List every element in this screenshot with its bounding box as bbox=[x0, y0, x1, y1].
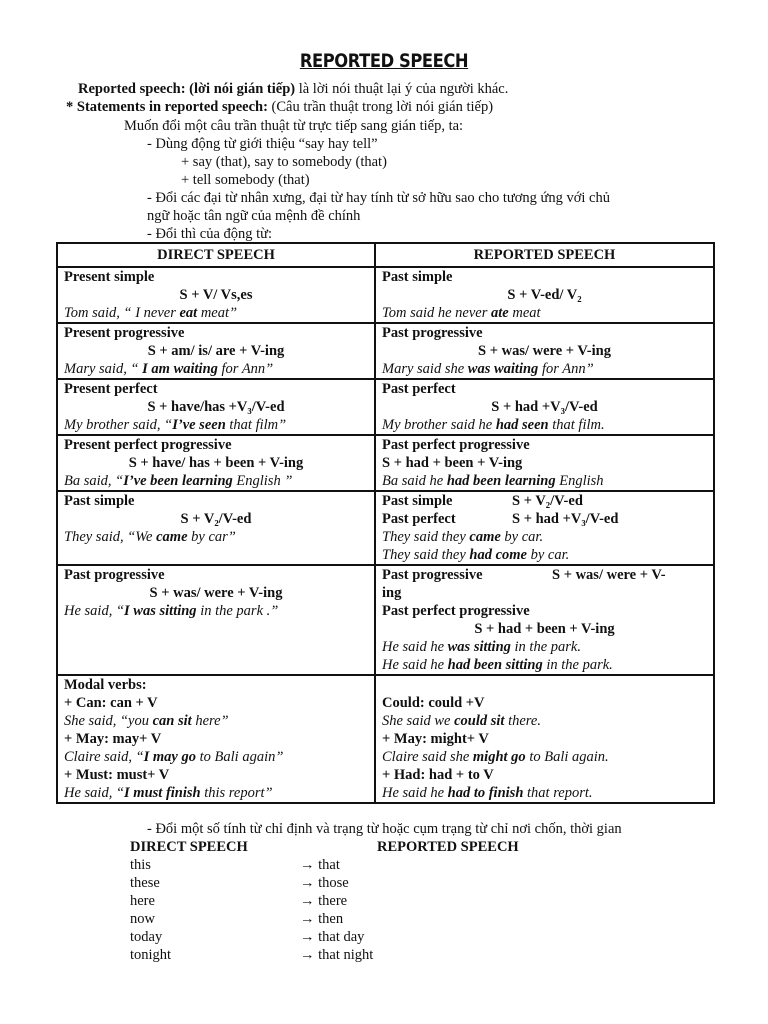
example: Claire said she might go to Bali again. bbox=[382, 749, 609, 765]
direct-cell bbox=[57, 379, 375, 435]
example: My brother said he had seen that film. bbox=[382, 417, 605, 433]
adverb-reported: → that night bbox=[300, 947, 374, 963]
tense-formula: S + had + been + V-ing bbox=[474, 621, 615, 637]
adverb-direct: today bbox=[130, 929, 163, 945]
example: Ba said he had been learning English bbox=[382, 473, 604, 489]
example: They said they came by car. bbox=[382, 529, 544, 545]
tense-formula: S + V₂/V-ed bbox=[180, 511, 252, 527]
tense-label: Past progressive bbox=[64, 567, 165, 583]
table-header-row bbox=[57, 243, 714, 267]
adverbs-header-reported: REPORTED SPEECH bbox=[377, 839, 519, 855]
table-row bbox=[57, 379, 714, 435]
modal-may: + May: may+ V bbox=[64, 731, 162, 747]
step-1b: + tell somebody (that) bbox=[181, 172, 310, 188]
modal-can: + Can: can + V bbox=[64, 695, 158, 711]
example: Tom said, “ I never eat meat” bbox=[64, 305, 238, 321]
step-1a: + say (that), say to somebody (that) bbox=[181, 154, 387, 170]
table-row bbox=[57, 491, 714, 565]
tense-label: Present progressive bbox=[64, 325, 185, 341]
reported-cell bbox=[375, 491, 714, 565]
adverb-direct: these bbox=[130, 875, 160, 891]
adverb-reported: → that bbox=[300, 857, 340, 873]
example: She said we could sit there. bbox=[382, 713, 541, 729]
example: Ba said, “I’ve been learning English ” bbox=[64, 473, 293, 489]
example: He said he was sitting in the park. bbox=[382, 639, 581, 655]
example: He said, “I must finish this report” bbox=[64, 785, 273, 801]
example: He said he had to finish that report. bbox=[382, 785, 593, 801]
header-reported: REPORTED SPEECH bbox=[375, 243, 714, 267]
intro-term: Reported speech bbox=[78, 81, 181, 97]
statements-lead: Muốn đổi một câu trần thuật từ trực tiếp sang gián tiếp, ta: bbox=[124, 118, 464, 134]
tense-formula-wrap: ing bbox=[382, 585, 402, 601]
example: They said, “We came by car” bbox=[64, 529, 236, 545]
tense-label: Modal verbs: bbox=[64, 677, 147, 693]
adverb-direct: here bbox=[130, 893, 155, 909]
modal-could: Could: could +V bbox=[382, 695, 485, 711]
tense-formula: S + had + been + V-ing bbox=[382, 455, 523, 471]
tense-line bbox=[382, 566, 707, 584]
adverb-direct: this bbox=[130, 857, 151, 873]
intro-line bbox=[78, 80, 508, 98]
table-row bbox=[57, 565, 714, 675]
direct-cell bbox=[57, 675, 375, 803]
example: Tom said he never ate meat bbox=[382, 305, 541, 321]
reported-cell bbox=[375, 267, 714, 323]
tense-line bbox=[382, 492, 707, 510]
adverb-reported: → then bbox=[300, 911, 344, 927]
direct-cell bbox=[57, 491, 375, 565]
table-row bbox=[57, 435, 714, 491]
reported-cell bbox=[375, 323, 714, 379]
reported-cell bbox=[375, 565, 714, 675]
intro-term-vi: (lời nói gián tiếp) bbox=[189, 81, 296, 97]
table-row bbox=[57, 675, 714, 803]
tense-label: Present perfect progressive bbox=[64, 437, 232, 453]
tense-formula: S + had +V₃/V-ed bbox=[512, 511, 619, 527]
step-2a: - Đổi các đại từ nhân xưng, đại từ hay tính từ sở hữu sao cho tương ứng với chủ bbox=[147, 190, 610, 206]
step-1: - Dùng động từ giới thiệu “say hay tell” bbox=[147, 136, 378, 152]
adverb-direct: now bbox=[130, 911, 155, 927]
example: She said, “you can sit here” bbox=[64, 713, 229, 729]
modal-might: + May: might+ V bbox=[382, 731, 489, 747]
step-3: - Đổi thì của động từ: bbox=[147, 226, 273, 242]
intro-definition: là lời nói thuật lại ý của người khác. bbox=[295, 81, 509, 97]
tense-formula: S + was/ were + V-ing bbox=[149, 585, 283, 601]
modal-must: + Must: must+ V bbox=[64, 767, 170, 783]
tense-label: Past perfect bbox=[382, 511, 456, 527]
tense-formula: S + was/ were + V- bbox=[552, 567, 666, 583]
tense-label: Past simple bbox=[382, 269, 453, 285]
adverbs-intro: - Đổi một số tính từ chỉ định và trạng từ hoặc cụm trạng từ chỉ nơi chốn, thời gian bbox=[147, 821, 622, 837]
direct-cell bbox=[57, 323, 375, 379]
tense-label: Present perfect bbox=[64, 381, 158, 397]
tense-label: Past simple bbox=[382, 493, 453, 509]
tense-label: Past perfect progressive bbox=[382, 437, 530, 453]
tense-formula: S + V-ed/ V₂ bbox=[507, 287, 582, 303]
statements-heading-vi: (Câu trần thuật trong lời nói gián tiếp) bbox=[267, 99, 494, 115]
tense-label: Past progressive bbox=[382, 567, 483, 583]
tense-label: Past progressive bbox=[382, 325, 483, 341]
tense-formula: S + have/ has + been + V-ing bbox=[128, 455, 304, 471]
example: He said, “I was sitting in the park .” bbox=[64, 603, 279, 619]
example: He said he had been sitting in the park. bbox=[382, 657, 613, 673]
tense-formula: S + was/ were + V-ing bbox=[478, 343, 611, 359]
example: My brother said, “I’ve seen that film” bbox=[64, 417, 287, 433]
tense-label: Past perfect progressive bbox=[382, 603, 530, 619]
direct-cell bbox=[57, 267, 375, 323]
adverb-reported: → there bbox=[300, 893, 348, 909]
example: They said they had come by car. bbox=[382, 547, 570, 563]
tense-formula: S + V/ Vs,es bbox=[179, 287, 253, 303]
page-title: REPORTED SPEECH bbox=[299, 50, 469, 72]
direct-cell bbox=[57, 565, 375, 675]
adverbs-header-direct: DIRECT SPEECH bbox=[130, 839, 248, 855]
example: Mary said she was waiting for Ann” bbox=[382, 361, 594, 377]
statements-heading-line bbox=[66, 98, 493, 116]
statements-heading: * Statements in reported speech: bbox=[66, 99, 268, 115]
tense-formula: S + have/has +V₃/V-ed bbox=[147, 399, 285, 415]
adverb-reported: → those bbox=[300, 875, 349, 891]
example: Mary said, “ I am waiting for Ann” bbox=[64, 361, 274, 377]
table-row bbox=[57, 267, 714, 323]
tense-label: Present simple bbox=[64, 269, 155, 285]
tense-label: Past simple bbox=[64, 493, 135, 509]
example: Claire said, “I may go to Bali again” bbox=[64, 749, 284, 765]
tense-formula: S + had +V₃/V-ed bbox=[491, 399, 598, 415]
tense-formula: S + V₂/V-ed bbox=[512, 493, 583, 509]
tense-label: Past perfect bbox=[382, 381, 456, 397]
intro-colon: : bbox=[180, 81, 190, 97]
step-2b: ngữ hoặc tân ngữ của mệnh đề chính bbox=[147, 208, 361, 224]
adverb-direct: tonight bbox=[130, 947, 172, 963]
header-direct: DIRECT SPEECH bbox=[57, 243, 375, 267]
adverb-reported: → that day bbox=[300, 929, 365, 945]
tense-formula: S + am/ is/ are + V-ing bbox=[147, 343, 285, 359]
tense-table bbox=[56, 242, 715, 804]
reported-cell bbox=[375, 435, 714, 491]
reported-cell bbox=[375, 675, 714, 803]
direct-cell bbox=[57, 435, 375, 491]
table-row bbox=[57, 323, 714, 379]
tense-line bbox=[382, 510, 707, 528]
reported-cell bbox=[375, 379, 714, 435]
modal-had: + Had: had + to V bbox=[382, 767, 494, 783]
